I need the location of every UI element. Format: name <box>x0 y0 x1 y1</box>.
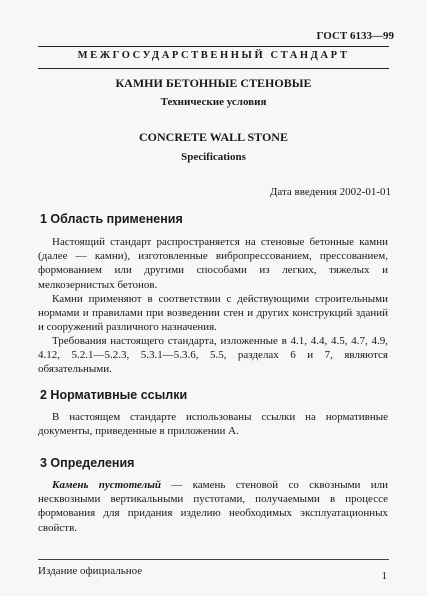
subtitle-en: Specifications <box>181 151 246 163</box>
defined-term: Камень пустотелый <box>52 479 162 491</box>
edition-note: Издание официальное <box>38 565 143 577</box>
section-heading-definitions: 3 Определения <box>40 456 135 470</box>
subtitle-ru: Технические условия <box>160 96 267 108</box>
header-rule-top <box>38 46 389 47</box>
section-heading-scope: 1 Область применения <box>40 212 183 226</box>
footer-rule <box>38 559 389 560</box>
header-rule-bottom <box>38 68 389 69</box>
references-paragraph: В настоящем стандарте использованы ссылки на нормативные документы, приведенные в приложении А. <box>38 411 388 438</box>
scope-paragraph: Требования настоящего стандарта, изложенные в 4.1, 4.4, 4.5, 4.7, 4.9, 4.12, 5.2.1—5.2.3, 5.3.1—5.3.6, 5.5, разделах 6 и 7, являются обязательными. <box>38 335 388 376</box>
scope-paragraph: Настоящий стандарт распространяется на стеновые бетонные камни (далее — камни), изготовленные вибропрессованием, прессованием, формованием или другими способами из легких, тяжелых и мелкозернистых бетонов. <box>38 236 388 291</box>
document-code: ГОСТ 6133—99 <box>316 30 394 42</box>
scope-paragraph: Камни применяют в соответствии с действующими строительными нормами и правилами при возведении стен и других конструкций зданий и сооружений различного назначения. <box>38 293 388 334</box>
definition-text: — камень стеновой со сквозными или несквозными вертикальными пустотами, получаемыми в процессе формования для придания изделию необходимых эксплуатационных свойств. <box>38 479 388 534</box>
page-number: 1 <box>381 570 387 582</box>
definition-paragraph <box>38 478 388 535</box>
title-ru: КАМНИ БЕТОННЫЕ СТЕНОВЫЕ <box>115 76 312 90</box>
section-heading-references: 2 Нормативные ссылки <box>40 388 188 402</box>
introduction-date: Дата введения 2002-01-01 <box>269 186 391 198</box>
title-en: CONCRETE WALL STONE <box>139 130 288 144</box>
standard-type: МЕЖГОСУДАРСТВЕННЫЙ СТАНДАРТ <box>77 50 350 61</box>
